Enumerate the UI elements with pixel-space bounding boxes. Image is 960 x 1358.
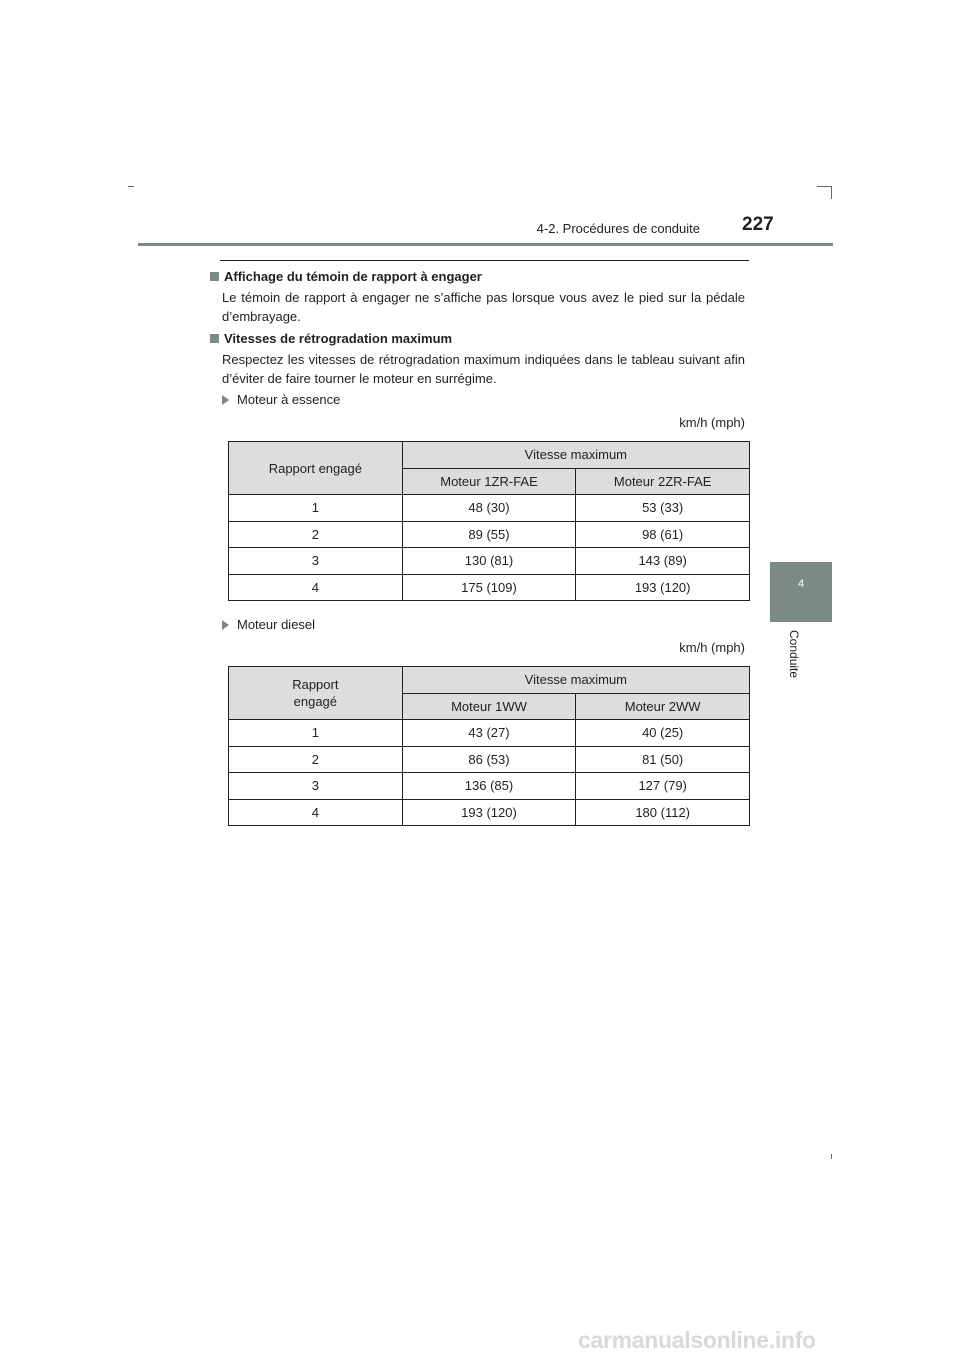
- header-rule: [138, 243, 833, 246]
- crop-mark: [128, 186, 134, 187]
- subheading: [222, 392, 340, 407]
- chapter-tab: [770, 562, 832, 622]
- subheading-text: Moteur diesel: [237, 617, 316, 632]
- triangle-bullet-icon: [222, 395, 229, 405]
- table-row: [229, 574, 750, 601]
- unit-label: km/h (mph): [679, 415, 745, 430]
- table-cell: 89 (55): [402, 521, 576, 548]
- table-cell: 1: [229, 720, 403, 747]
- table-header-speed: Vitesse maximum: [402, 442, 749, 469]
- watermark: carmanualsonline.info: [578, 1327, 816, 1353]
- table-cell: 136 (85): [402, 773, 576, 800]
- table-row: [229, 548, 750, 575]
- table-cell: 143 (89): [576, 548, 750, 575]
- table-cell: 98 (61): [576, 521, 750, 548]
- section-title: 4-2. Procédures de conduite: [536, 221, 700, 236]
- subheading: [222, 617, 315, 632]
- table-row: [229, 521, 750, 548]
- section-heading: [210, 269, 482, 284]
- section-heading-text: Vitesses de rétrogradation maximum: [224, 331, 453, 346]
- content-rule: [220, 260, 749, 261]
- table-row: [229, 799, 750, 826]
- table-cell: 2: [229, 746, 403, 773]
- table-cell: 130 (81): [402, 548, 576, 575]
- crop-mark: [817, 186, 832, 187]
- table-cell: 175 (109): [402, 574, 576, 601]
- table-header-engine: Moteur 2WW: [576, 693, 750, 720]
- crop-mark: [831, 186, 832, 199]
- section-heading: [210, 331, 452, 346]
- chapter-label: Conduite: [787, 630, 801, 679]
- table-row: [229, 495, 750, 522]
- chapter-number: 4: [797, 578, 805, 590]
- square-bullet-icon: [210, 272, 219, 281]
- table-row: [229, 720, 750, 747]
- table-header-gear: [229, 667, 403, 720]
- table-cell: 3: [229, 548, 403, 575]
- triangle-bullet-icon: [222, 620, 229, 630]
- table-cell: 2: [229, 521, 403, 548]
- table-cell: 4: [229, 799, 403, 826]
- table-cell: 86 (53): [402, 746, 576, 773]
- square-bullet-icon: [210, 334, 219, 343]
- table-cell: 53 (33): [576, 495, 750, 522]
- table-cell: 3: [229, 773, 403, 800]
- table-header-engine: Moteur 2ZR-FAE: [576, 468, 750, 495]
- table-cell: 193 (120): [402, 799, 576, 826]
- table-header-speed: Vitesse maximum: [402, 667, 749, 694]
- table-header-engine: Moteur 1WW: [402, 693, 576, 720]
- table-cell: 127 (79): [576, 773, 750, 800]
- table-header-gear: Rapport engagé: [229, 442, 403, 495]
- section-heading-text: Affichage du témoin de rapport à engager: [224, 269, 482, 284]
- subheading-text: Moteur à essence: [237, 392, 341, 407]
- table-cell: 4: [229, 574, 403, 601]
- section-body: Le témoin de rapport à engager ne s’affiche pas lorsque vous avez le pied sur la pédale d’embrayage.: [222, 290, 745, 324]
- crop-mark: [831, 1154, 832, 1159]
- table-row: [229, 746, 750, 773]
- table-header-gear-line: engagé: [293, 694, 338, 709]
- table-cell: 43 (27): [402, 720, 576, 747]
- table-cell: 81 (50): [576, 746, 750, 773]
- diesel-speed-table: [228, 666, 750, 826]
- table-header-gear-line: Rapport: [292, 677, 339, 692]
- page-number: 227: [742, 214, 774, 235]
- section-body: Respectez les vitesses de rétrogradation maximum indiquées dans le tableau suivant afin d’éviter de faire tourner le moteur en surrégime.: [222, 352, 745, 386]
- table-header-engine: Moteur 1ZR-FAE: [402, 468, 576, 495]
- table-cell: 1: [229, 495, 403, 522]
- table-cell: 48 (30): [402, 495, 576, 522]
- unit-label: km/h (mph): [679, 640, 745, 655]
- table-cell: 180 (112): [576, 799, 750, 826]
- table-cell: 193 (120): [576, 574, 750, 601]
- table-cell: 40 (25): [576, 720, 750, 747]
- table-row: [229, 773, 750, 800]
- petrol-speed-table: [228, 441, 750, 601]
